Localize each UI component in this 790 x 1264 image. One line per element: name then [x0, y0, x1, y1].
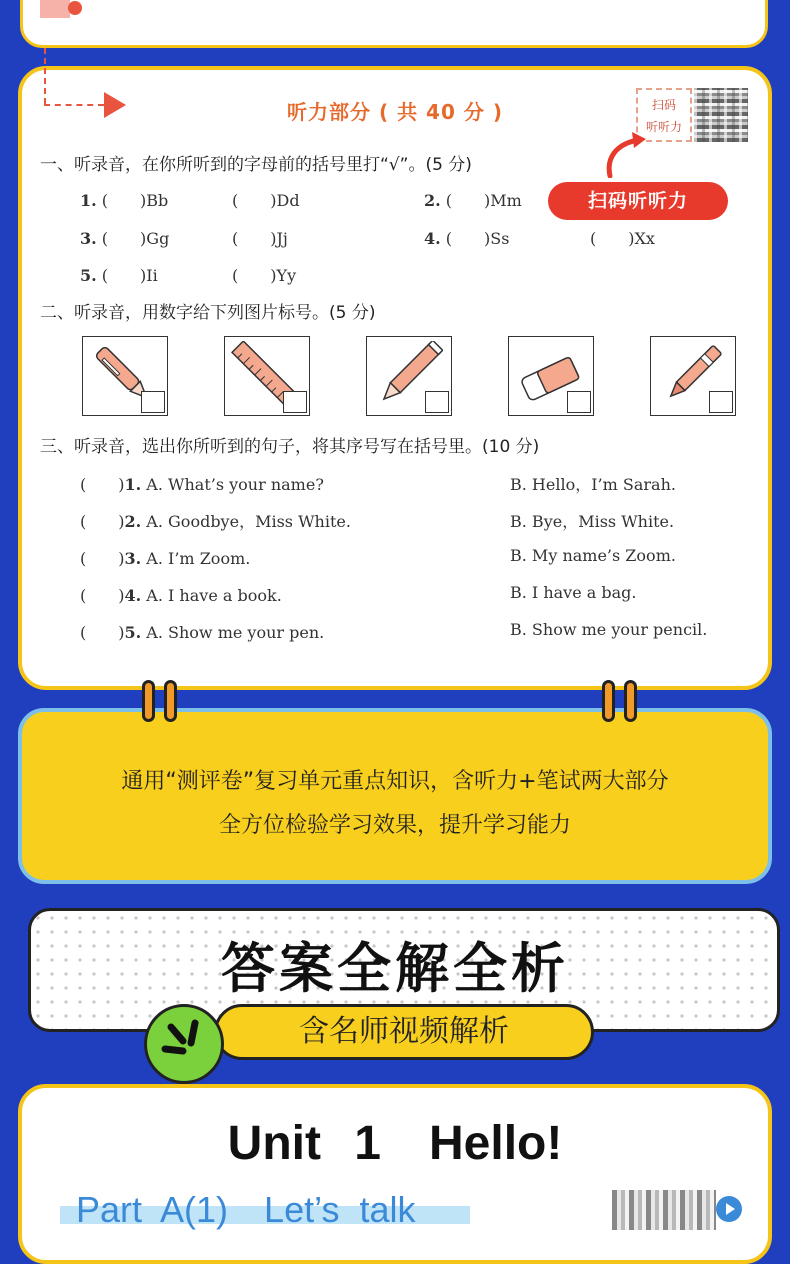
list-item: [232, 188, 300, 211]
option-b: Dd: [276, 191, 300, 210]
answer-bracket[interactable]: ( ): [445, 229, 491, 248]
answer-bracket[interactable]: ( ): [232, 266, 277, 285]
list-item: [424, 188, 522, 211]
answer-bracket[interactable]: ( ): [445, 191, 491, 210]
list-item: [232, 226, 288, 249]
option-a: A. What’s your name?: [146, 475, 324, 494]
option-a: A. I have a book.: [146, 586, 282, 605]
list-item: [80, 472, 324, 495]
option-b: Xx: [634, 229, 655, 248]
picture-card: [224, 336, 310, 416]
scan-to-listen-button[interactable]: 扫码听听力: [548, 182, 728, 220]
answer-bracket[interactable]: ( ): [80, 475, 125, 494]
option-a: A. I’m Zoom.: [146, 549, 251, 568]
answer-bracket[interactable]: ( ): [101, 191, 147, 210]
qr-code-icon[interactable]: [694, 88, 748, 142]
banner-text: 通用“测评卷”复习单元重点知识，含听力+笔试两大部分: [121, 769, 669, 794]
answer-bracket[interactable]: ( ): [232, 191, 277, 210]
qr-label-line: 听听力: [645, 120, 682, 134]
list-item: [80, 583, 282, 606]
option-b: B. I have a bag.: [510, 583, 637, 602]
picture-card: [366, 336, 452, 416]
answer-bracket[interactable]: ( ): [80, 623, 125, 642]
answer-bracket[interactable]: ( ): [590, 229, 635, 248]
item-number: 1.: [124, 475, 142, 494]
answer-title: 答案全解全析: [221, 937, 569, 1000]
binder-ring-icon: [602, 680, 640, 724]
answer-bracket[interactable]: ( ): [232, 229, 277, 248]
list-item: [80, 188, 168, 211]
picture-card: [650, 336, 736, 416]
option-a: Gg: [146, 229, 170, 248]
option-b: B. Show me your pencil.: [510, 620, 708, 639]
binder-ring-icon: [142, 680, 180, 724]
answer-bracket[interactable]: ( ): [80, 586, 125, 605]
list-item: [590, 226, 655, 249]
item-number: 2.: [124, 512, 142, 531]
question-3-heading: 三、听录音，选出你所听到的句子，将其序号写在括号里。(10 分): [40, 437, 540, 457]
option-a: Bb: [146, 191, 169, 210]
item-number: 2.: [424, 191, 441, 210]
list-item: [80, 226, 169, 249]
qr-label-line: 扫码: [651, 98, 676, 112]
number-box[interactable]: [567, 391, 591, 413]
video-analysis-pill: 含名师视频解析: [214, 1004, 594, 1060]
item-number: 5.: [80, 266, 97, 285]
question-1-heading: 一、听录音，在你所听到的字母前的括号里打“√”。(5 分): [40, 155, 472, 175]
burst-lines-icon: [147, 1007, 221, 1081]
item-number: 4.: [124, 586, 142, 605]
option-b: Jj: [276, 229, 288, 248]
number-box[interactable]: [425, 391, 449, 413]
part-title: Part A(1) Let’s talk: [76, 1189, 416, 1230]
list-item: [80, 546, 250, 569]
list-item: [424, 226, 509, 249]
option-b: B. My name’s Zoom.: [510, 546, 676, 565]
answer-bracket[interactable]: ( ): [80, 512, 125, 531]
picture-card: [508, 336, 594, 416]
item-number: 5.: [124, 623, 142, 642]
answer-bracket[interactable]: ( ): [101, 229, 147, 248]
play-icon[interactable]: [716, 1196, 742, 1222]
curved-arrow-icon: [598, 132, 648, 178]
option-a: Ss: [490, 229, 510, 248]
answer-bracket[interactable]: ( ): [101, 266, 147, 285]
number-box[interactable]: [141, 391, 165, 413]
list-item: [232, 263, 296, 286]
unit-title: Unit 1 Hello!: [227, 1117, 563, 1170]
list-item: [80, 620, 324, 643]
page-number-dot: [68, 1, 82, 15]
section-title: 听力部分 ( 共 40 分 ): [287, 100, 503, 124]
item-number: 3.: [124, 549, 142, 568]
option-b: B. Bye，Miss White.: [510, 512, 675, 531]
feature-banner: [18, 708, 772, 884]
list-item: [80, 509, 351, 532]
option-a: A. Show me your pen.: [146, 623, 325, 642]
item-number: 4.: [424, 229, 441, 248]
page-tag: [40, 0, 70, 18]
option-a: A. Goodbye，Miss White.: [146, 512, 351, 531]
qr-code-icon[interactable]: [612, 1190, 716, 1230]
picture-card: [82, 336, 168, 416]
item-number: 3.: [80, 229, 97, 248]
item-number: 1.: [80, 191, 97, 210]
highlight-badge-icon: [144, 1004, 224, 1084]
question-2-heading: 二、听录音，用数字给下列图片标号。(5 分): [40, 303, 376, 323]
banner-text: 全方位检验学习效果，提升学习能力: [218, 813, 571, 838]
option-b: Yy: [276, 266, 297, 285]
number-box[interactable]: [709, 391, 733, 413]
number-box[interactable]: [283, 391, 307, 413]
previous-page-card: [20, 0, 768, 48]
option-a: Mm: [490, 191, 522, 210]
option-b: B. Hello，I’m Sarah.: [510, 475, 676, 494]
list-item: [80, 263, 158, 286]
answer-bracket[interactable]: ( ): [80, 549, 125, 568]
option-a: Ii: [146, 266, 158, 285]
